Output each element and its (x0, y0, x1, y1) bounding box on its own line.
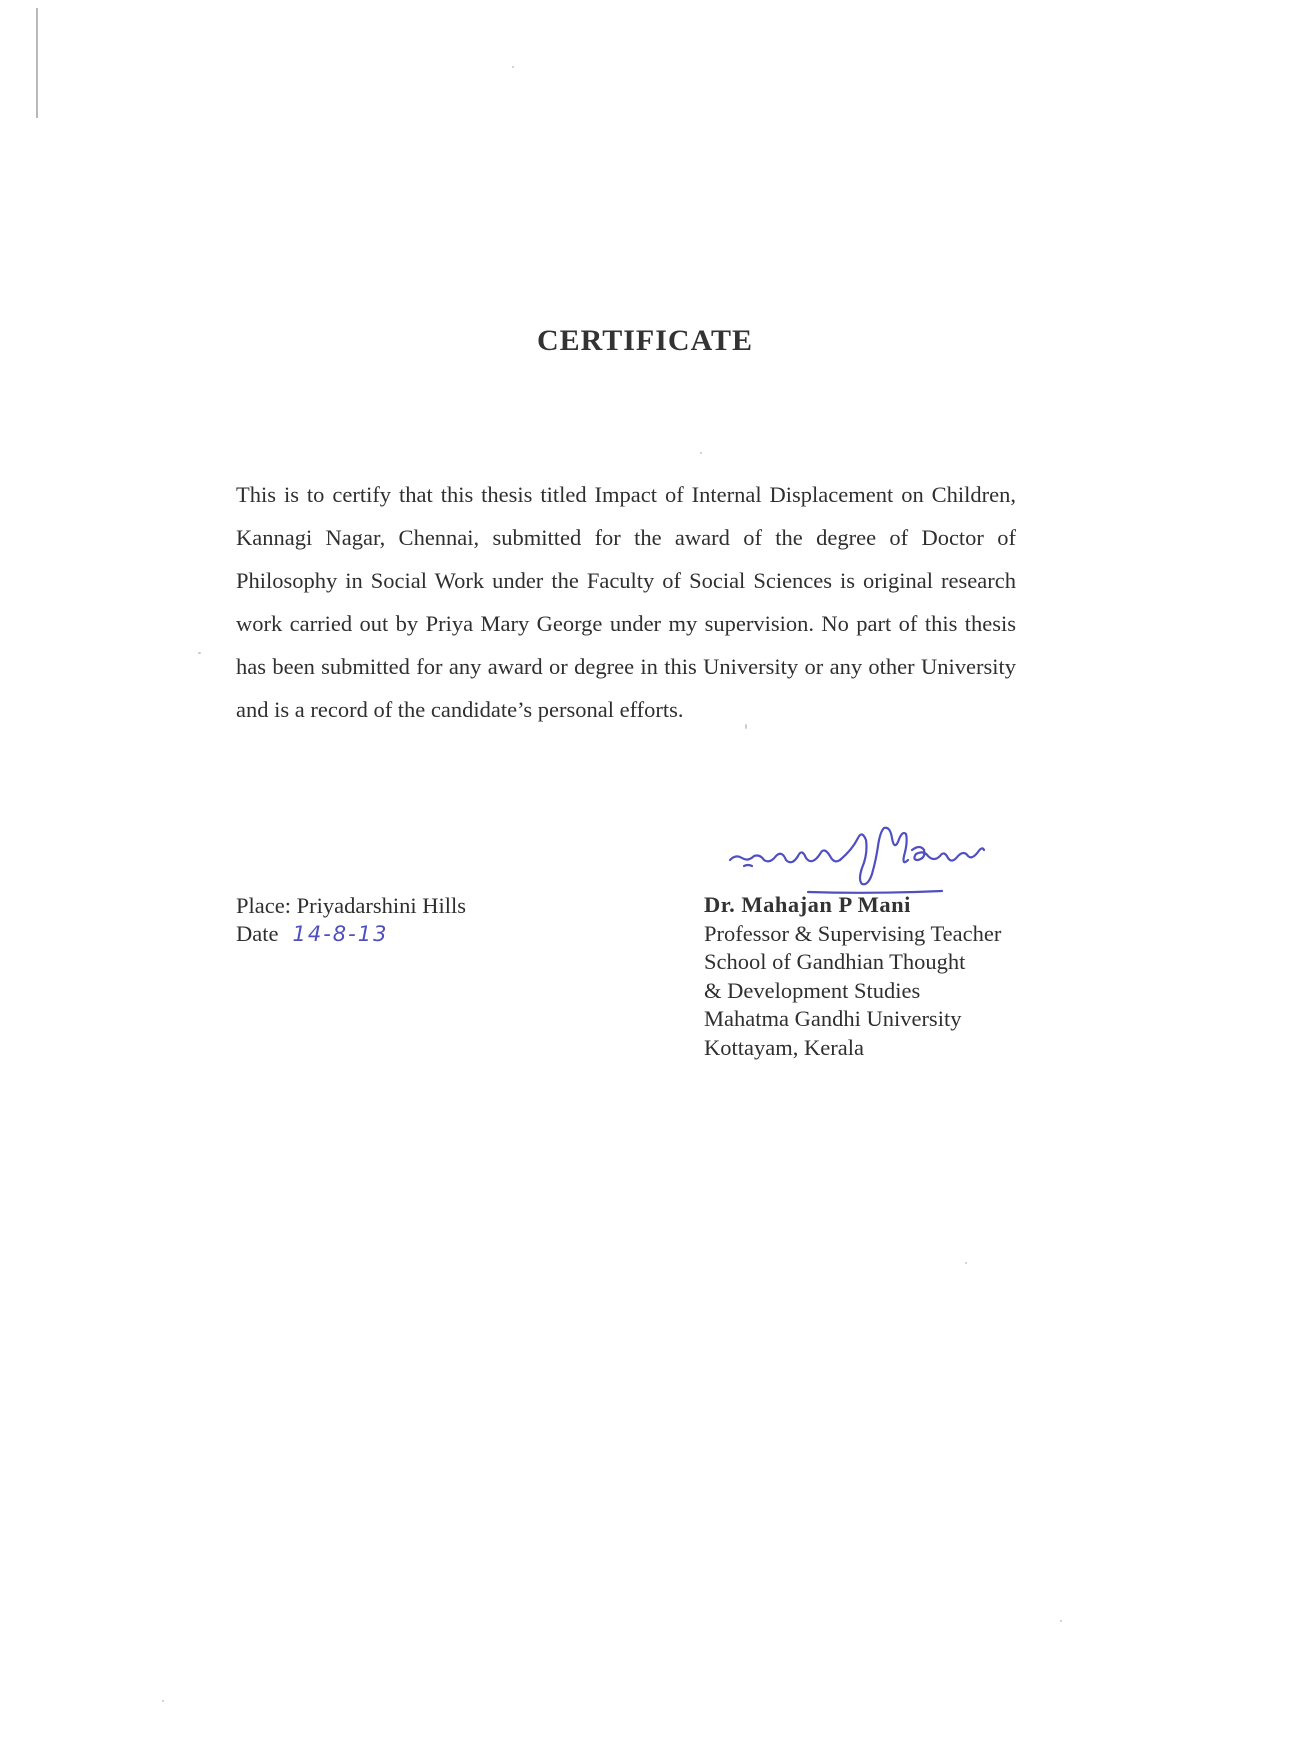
scan-speck (198, 652, 201, 654)
scan-speck (512, 66, 514, 68)
signatory-name: Dr. Mahajan P Mani (704, 892, 911, 917)
certificate-body: This is to certify that this thesis titled Impact of Internal Displacement on Children, Kannagi Nagar, Chennai, submitted for the award of the degree of Doctor of Philosophy in Social Work under the Faculty of Social Sciences is original research work carried out by Priya Mary George under my supervision. No part of this thesis has been submitted for any award or degree in this University or any other University and is a record of the candidate’s personal efforts. (236, 482, 1016, 722)
scan-speck (162, 1700, 164, 1702)
signatory-department-line1: School of Gandhian Thought (704, 949, 966, 974)
handwritten-signature (712, 820, 1012, 900)
certificate-title: CERTIFICATE (536, 324, 754, 357)
signatory-block (704, 891, 1001, 1062)
signatory-title: Professor & Supervising Teacher (704, 920, 1002, 946)
place-line: Place: Priyadarshini Hills (236, 893, 466, 918)
scan-speck (700, 452, 702, 454)
date-line (236, 921, 388, 947)
handwritten-date: 14-8-13 (292, 922, 389, 946)
scan-speck (1060, 1620, 1062, 1622)
signatory-department-line2: & Development Studies (704, 977, 921, 1003)
scan-edge-mark (36, 8, 38, 118)
scan-speck (745, 724, 747, 729)
signatory-university: Mahatma Gandhi University (704, 1006, 962, 1031)
date-label: Date (236, 921, 279, 946)
signatory-location: Kottayam, Kerala (704, 1034, 864, 1060)
scan-speck (965, 1262, 967, 1264)
